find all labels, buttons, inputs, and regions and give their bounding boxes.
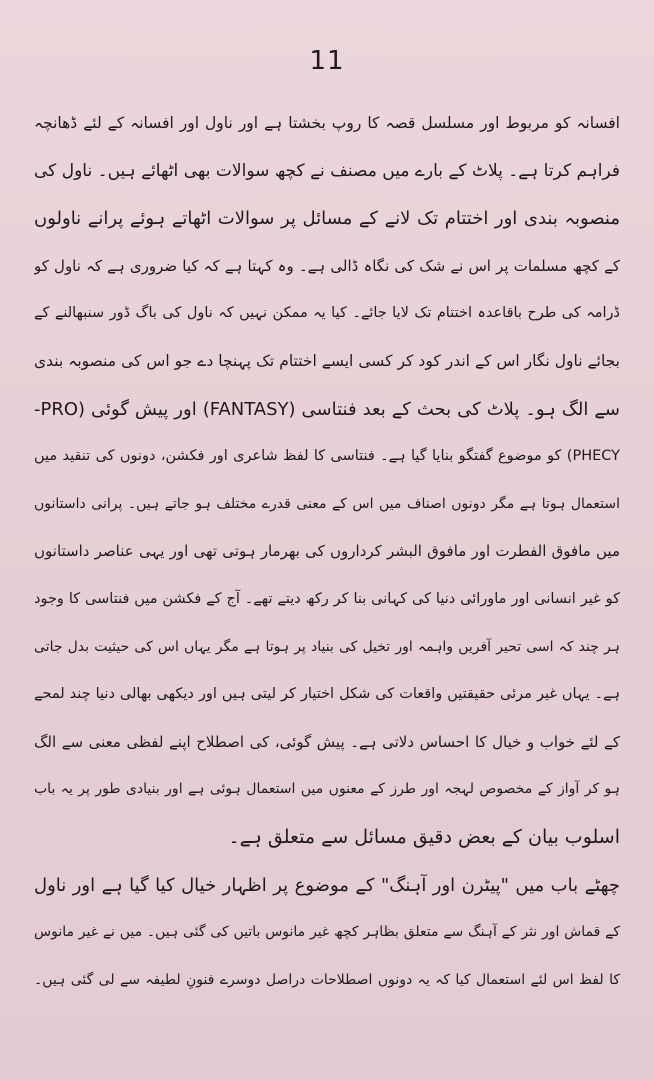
text-line: کے لئے خواب و خیال کا احساس دلاتی ہے۔ پیش گوئی، کی اصطلاح اپنے لفظی معنی سے الگ [34,732,620,751]
text-line: استعمال ہوتا ہے مگر دونوں اصناف میں اس کے معنی قدرے مختلف ہو جاتے ہیں۔ پرانی داستانوں [34,495,620,512]
text-line: اسلوب بیان کے بعض دقیق مسائل سے متعلق ہے۔ [228,825,620,848]
text-line: کو غیر انسانی اور ماورائی دنیا کی کہانی بنا کر رکھ دیتے تھے۔ آج کے فکشن میں فنتاسی کا وجود [34,590,620,607]
text-line: کے کچھ مسلمات پر اس نے شک کی نگاہ ڈالی ہے۔ وہ کہتا ہے کہ کیا ضروری ہے کہ ناول کو [34,256,620,275]
text-line: میں مافوق الفطرت اور مافوق البشر کرداروں کی بھرمار ہوتی تھی اور یہی عناصر داستانوں [34,542,620,561]
page-number: 11 [309,46,345,76]
text-line: بجائے ناول نگار اس کے اندر کود کر کسی ایسے اختتام تک پہنچا دے جو اس کی منصوبہ بندی [34,351,620,370]
text-line: منصوبہ بندی اور اختتام تک لانے کے مسائل پر سوالات اٹھاتے ہوئے پرانے ناولوں [34,208,620,230]
text-line: کا لفظ اس لئے استعمال کیا کہ یہ دونوں اصطلاحات دراصل دوسرے فنونِ لطیفہ سے لی گئی ہیں۔ [34,971,620,988]
text-line: چھٹے باب میں "پیٹرن اور آہنگ" کے موضوع پر اظہار خیال کیا گیا ہے اور ناول [34,874,620,896]
text-line: سے الگ ہو۔ پلاٹ کی بحث کے بعد فنتاسی (FANTASY) اور پیش گوئی (PRO- [34,398,620,420]
text-line: ہے۔ یہاں غیر مرئی حقیقتیں واقعات کی شکل اختیار کر لیتی ہیں اور دیکھی بھالی دنیا چند لمحے [34,686,620,703]
text-line: ہر چند کہ اسی تحیر آفریں واہمہ اور تخیل کی بنیاد پر ہوتا ہے مگر یہاں اس کی حیثیت بدل جاتی [34,638,620,655]
text-line: کے قماش اور نثر کے آہنگ سے متعلق بظاہر کچھ غیر مانوس باتیں کی گئی ہیں۔ میں نے غیر مانوس [34,924,620,941]
text-line: افسانہ کو مربوط اور مسلسل قصہ کا روپ بخشتا ہے اور ناول اور افسانہ کے لئے ڈھانچہ [34,114,620,132]
text-line: ڈرامہ کی طرح باقاعدہ اختتام تک لایا جائے۔ کیا یہ ممکن نہیں کہ ناول کی باگ ڈور سنبھالنے کے [34,305,620,322]
body-text [34,100,620,1004]
text-line: PHECY) کو موضوع گفتگو بنایا گیا ہے۔ فنتاسی کا لفظ شاعری اور فکشن، دونوں کی تنقید میں [34,448,620,465]
text-line: فراہم کرتا ہے۔ پلاٹ کے بارے میں مصنف نے کچھ سوالات بھی اٹھائے ہیں۔ ناول کی [34,160,620,181]
text-line: ہو کر آواز کے مخصوص لہجہ اور طرز کے معنوں میں استعمال ہوئی ہے اور بنیادی طور پر یہ باب [34,781,620,798]
